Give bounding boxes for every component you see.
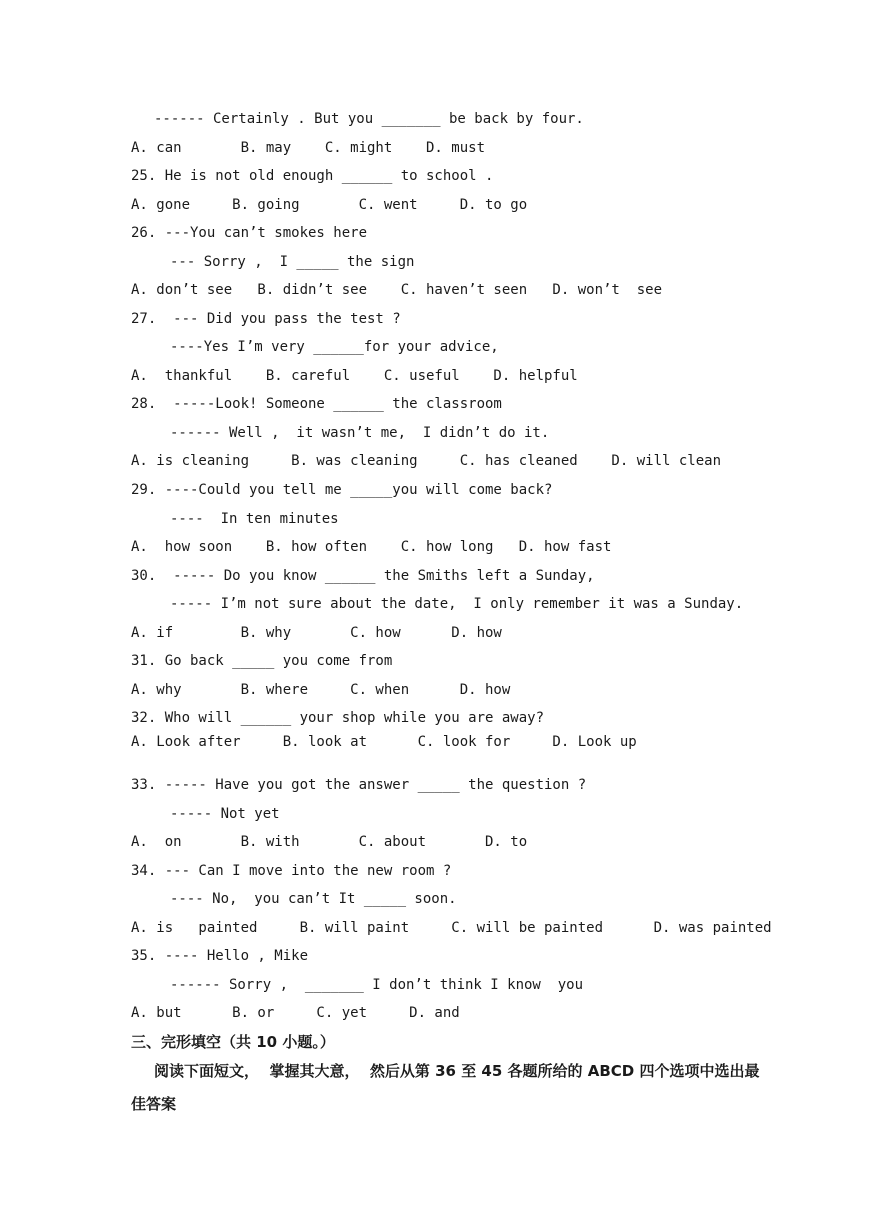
text-line: A. can B. may C. might D. must <box>131 140 486 156</box>
text-line: 33. ----- Have you got the answer _____ the question ? <box>131 777 587 793</box>
instruction-line: 阅读下面短文， 掌握其大意， 然后从第 36 至 45 各题所给的 ABCD 四个选项中选出最 <box>154 1062 760 1080</box>
instruction-line: 佳答案 <box>131 1095 177 1113</box>
text-line: A. but B. or C. yet D. and <box>131 1005 460 1021</box>
text-line: ----- I’m not sure about the date, I only remember it was a Sunday. <box>170 596 744 612</box>
text-line: 25. He is not old enough ______ to school . <box>131 168 494 184</box>
text-line: ----Yes I’m very ______for your advice, <box>170 339 499 355</box>
text-line: A. is cleaning B. was cleaning C. has cleaned D. will clean <box>131 453 722 469</box>
text-line: ---- No, you can’t It _____ soon. <box>170 891 457 907</box>
text-line: ----- Not yet <box>170 806 280 822</box>
text-line: 28. -----Look! Someone ______ the classroom <box>131 396 502 412</box>
text-line: --- Sorry , I _____ the sign <box>170 254 415 270</box>
text-line: A. gone B. going C. went D. to go <box>131 197 528 213</box>
text-line: 27. --- Did you pass the test ? <box>131 311 401 327</box>
text-line: 29. ----Could you tell me _____you will come back? <box>131 482 553 498</box>
text-line: A. why B. where C. when D. how <box>131 682 511 698</box>
text-line: 34. --- Can I move into the new room ? <box>131 863 452 879</box>
text-line: A. if B. why C. how D. how <box>131 625 502 641</box>
text-line: A. is painted B. will paint C. will be painted D. was painted <box>131 920 772 936</box>
text-line: 35. ---- Hello , Mike <box>131 948 309 964</box>
text-line: A. on B. with C. about D. to <box>131 834 528 850</box>
text-line: A. don’t see B. didn’t see C. haven’t seen D. won’t see <box>131 282 663 298</box>
text-line: 26. ---You can’t smokes here <box>131 225 368 241</box>
text-line: ------ Sorry , _______ I don’t think I know you <box>170 977 584 993</box>
section-heading: 三、完形填空（共 10 小题。） <box>131 1033 335 1051</box>
text-line: 30. ----- Do you know ______ the Smiths left a Sunday, <box>131 568 595 584</box>
text-line: ------ Certainly . But you _______ be back by four. <box>154 111 584 127</box>
text-line: 31. Go back _____ you come from <box>131 653 393 669</box>
text-line: A. how soon B. how often C. how long D. how fast <box>131 539 612 555</box>
text-line: A. Look after B. look at C. look for D. Look up <box>131 734 637 750</box>
text-line: ------ Well , it wasn’t me, I didn’t do it. <box>170 425 550 441</box>
text-line: 32. Who will ______ your shop while you are away? <box>131 710 545 726</box>
text-line: ---- In ten minutes <box>170 511 339 527</box>
text-line: A. thankful B. careful C. useful D. helpful <box>131 368 578 384</box>
